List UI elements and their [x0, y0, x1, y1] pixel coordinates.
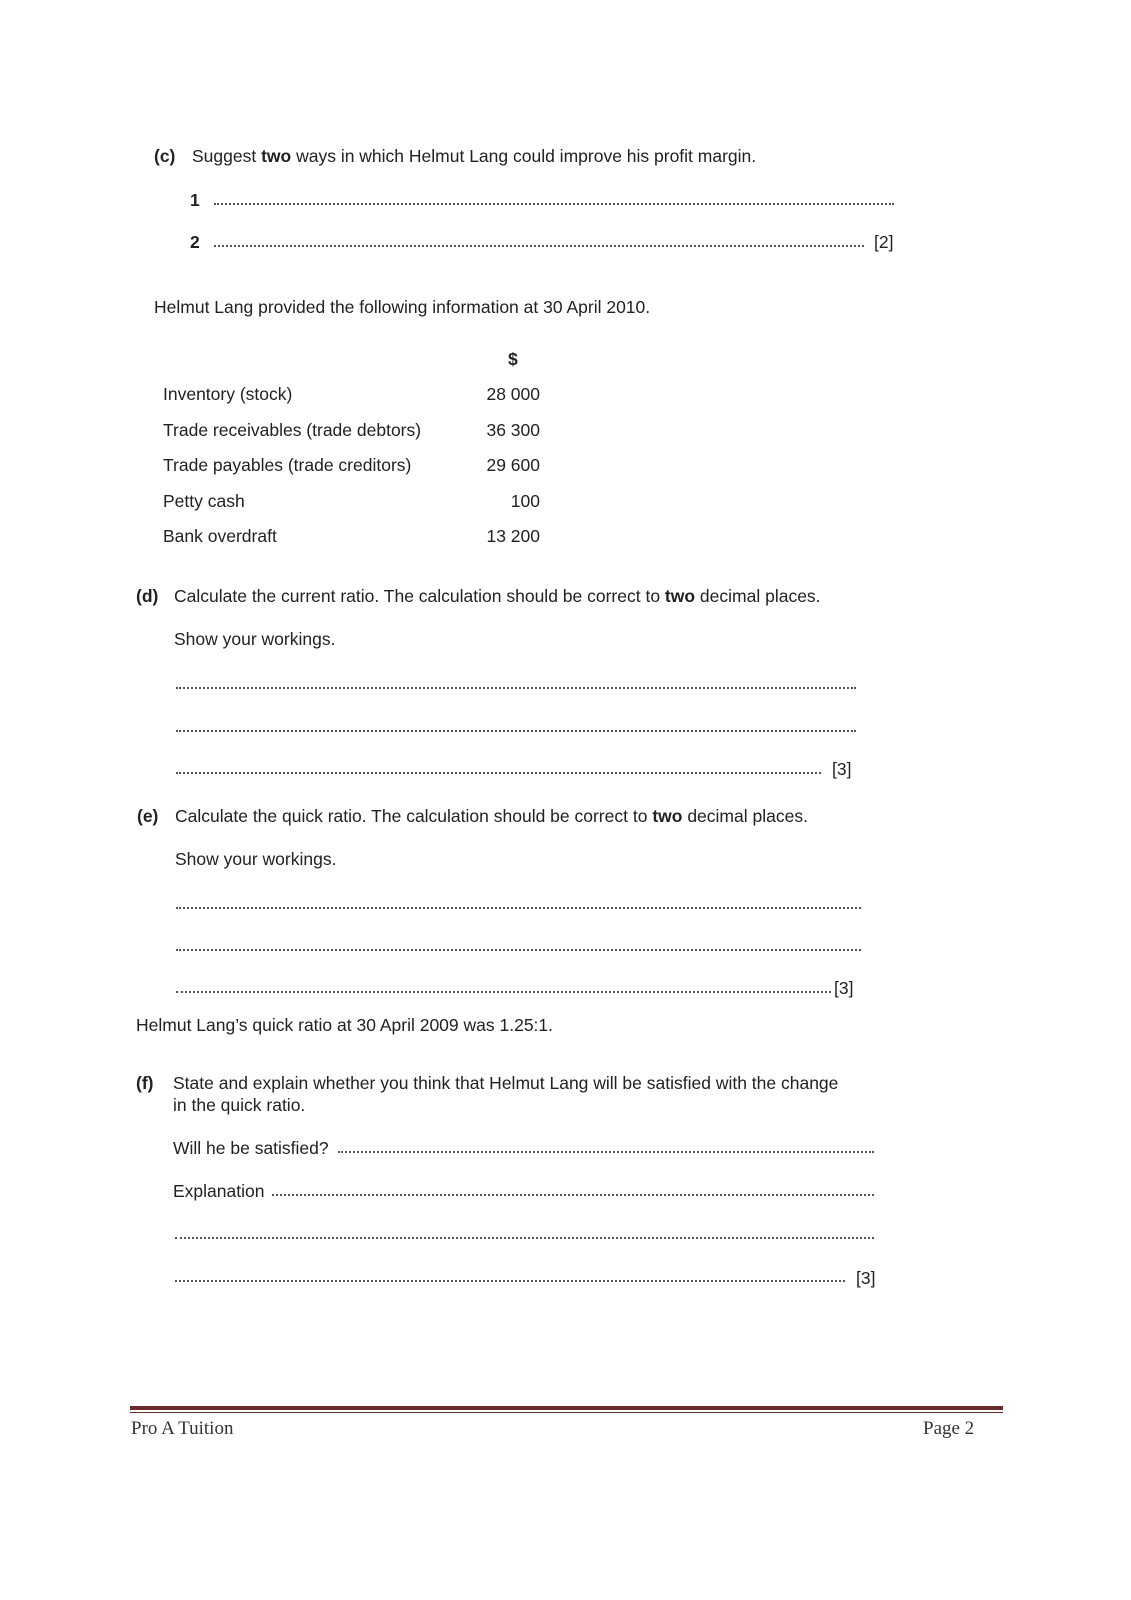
part-e-question-post: decimal places. — [682, 806, 808, 826]
part-d-workings: Show your workings. — [174, 629, 336, 649]
part-f-explanation-answer-line-3[interactable] — [175, 1277, 845, 1282]
part-e-question-bold: two — [652, 806, 683, 826]
part-f-satisfied-answer-line[interactable] — [338, 1148, 874, 1153]
part-c-answer-num-1: 1 — [190, 190, 200, 210]
part-e-question — [175, 806, 808, 827]
part-d-answer-line-1[interactable] — [176, 684, 856, 689]
info-row-value: 13 200 — [486, 526, 540, 546]
part-c-answer-line-2[interactable] — [214, 242, 864, 247]
info-row-value: 28 000 — [486, 384, 540, 404]
part-f-marks: [3] — [856, 1268, 876, 1288]
part-f-question-line-2: in the quick ratio. — [173, 1095, 306, 1115]
part-d-answer-line-3[interactable] — [176, 769, 821, 774]
part-f-satisfied-prompt: Will he be satisfied? — [173, 1138, 329, 1158]
part-d-question — [174, 586, 821, 607]
quick-ratio-note: Helmut Lang’s quick ratio at 30 April 2009 was 1.25:1. — [136, 1015, 554, 1035]
info-row-value: 29 600 — [486, 455, 540, 475]
currency-header: $ — [508, 349, 518, 369]
part-c-label: (c) — [154, 146, 176, 166]
info-row-value: 36 300 — [486, 420, 540, 440]
part-c-answer-num-2: 2 — [190, 232, 200, 252]
part-e-label: (e) — [137, 806, 159, 826]
part-d-question-pre: Calculate the current ratio. The calculation should be correct to — [174, 586, 665, 606]
info-intro: Helmut Lang provided the following information at 30 April 2010. — [154, 297, 651, 317]
info-row-value: 100 — [510, 491, 540, 511]
part-e-answer-line-3[interactable] — [176, 988, 831, 993]
part-f-question-line-1: State and explain whether you think that Helmut Lang will be satisfied with the change — [173, 1073, 839, 1093]
part-d-question-bold: two — [664, 586, 696, 606]
part-f-explanation-answer-line-2[interactable] — [175, 1234, 874, 1239]
part-c-question-post: ways in which Helmut Lang could improve his profit margin. — [291, 146, 757, 166]
info-row-label: Trade receivables (trade debtors) — [163, 420, 422, 440]
footer-left-text: Pro A Tuition — [131, 1418, 234, 1439]
part-e-marks: [3] — [834, 978, 854, 998]
info-row-label: Inventory (stock) — [163, 384, 293, 404]
footer-page-number: Page 2 — [923, 1418, 975, 1439]
part-e-answer-line-1[interactable] — [176, 904, 861, 909]
info-row-label: Trade payables (trade creditors) — [163, 455, 412, 475]
part-f-explanation-answer-line-1[interactable] — [272, 1191, 874, 1196]
part-c-answer-line-1[interactable] — [214, 200, 894, 205]
footer-rule-thin — [130, 1412, 1003, 1413]
part-d-question-post: decimal places. — [695, 586, 821, 606]
part-f-explanation-prompt: Explanation — [173, 1181, 265, 1201]
part-c-question — [192, 146, 756, 167]
part-c-marks: [2] — [874, 232, 894, 252]
part-d-answer-line-2[interactable] — [176, 727, 856, 732]
part-c-question-pre: Suggest — [192, 146, 262, 166]
part-e-answer-line-2[interactable] — [176, 946, 861, 951]
part-f-label: (f) — [136, 1073, 154, 1093]
part-d-marks: [3] — [832, 759, 852, 779]
part-c-question-bold: two — [261, 146, 292, 166]
footer-rule-thick — [130, 1406, 1003, 1410]
part-e-workings: Show your workings. — [175, 849, 337, 869]
part-d-label: (d) — [136, 586, 159, 606]
info-row-label: Bank overdraft — [163, 526, 277, 546]
part-e-question-pre: Calculate the quick ratio. The calculation should be correct to — [175, 806, 653, 826]
info-row-label: Petty cash — [163, 491, 245, 511]
